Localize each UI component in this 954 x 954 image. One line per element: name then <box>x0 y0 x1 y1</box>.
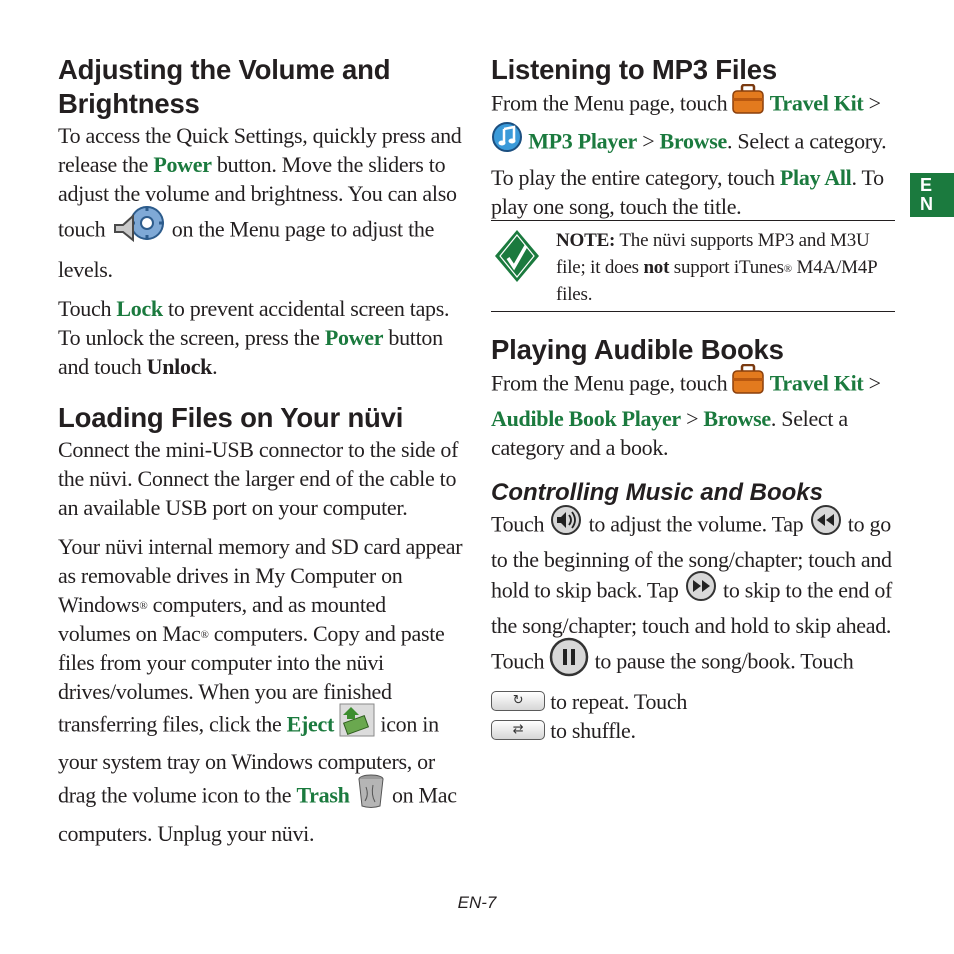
text: From the Menu page, touch <box>491 370 733 396</box>
controls-paragraph <box>491 508 897 745</box>
browse-term: Browse <box>703 406 771 431</box>
text: icon in your system tray on Windows computers, or drag the volume icon to the <box>58 711 439 808</box>
note-box <box>491 220 895 312</box>
connect-paragraph: Connect the mini-USB connector to the side of the nüvi. Connect the larger end of the cable to an available USB port on your computer. <box>58 437 459 520</box>
section-title-mp3: Listening to MP3 Files <box>491 54 777 85</box>
travel-kit-icon <box>732 84 764 121</box>
browse-term: Browse <box>659 128 727 154</box>
note-check-icon <box>494 229 540 288</box>
section-title-audible: Playing Audible Books <box>491 334 784 365</box>
lock-paragraph <box>58 294 463 381</box>
right-column <box>491 53 897 221</box>
registered-mark: ® <box>200 629 209 641</box>
power-term: Power <box>153 152 212 177</box>
text: From the Menu page, touch <box>491 90 733 116</box>
not-term: not <box>643 257 670 278</box>
text: > <box>637 128 660 154</box>
text: to go to the beginning of the song/chapter; touch and hold to skip back. Tap <box>491 511 892 603</box>
drives-paragraph <box>58 532 463 848</box>
text: > <box>863 90 881 116</box>
mp3-player-term: MP3 Player <box>528 128 637 154</box>
left-column <box>58 53 463 848</box>
text: Touch <box>58 296 117 321</box>
text: button. Move the sliders to adjust the volume and brightness. You can also touch <box>58 152 457 242</box>
language-tab <box>910 173 954 217</box>
tab-letter-n: N <box>920 194 933 214</box>
note-label: NOTE: <box>556 230 616 251</box>
text: on Mac computers. Unplug your nüvi. <box>58 782 457 846</box>
text: M4A/M4P files. <box>556 257 877 305</box>
text: to pause the song/book. Touch <box>589 648 854 674</box>
volume-button-icon <box>549 505 583 542</box>
text: To access the Quick Settings, quickly press and release the <box>58 123 462 177</box>
rewind-button-icon <box>809 505 843 542</box>
page-number: EN-7 <box>457 893 497 912</box>
mp3-paragraph <box>491 87 897 221</box>
text: > <box>863 370 881 396</box>
tab-letter-e: E <box>920 175 933 195</box>
text: to adjust the volume. Tap <box>583 511 809 537</box>
travel-kit-icon <box>732 364 764 401</box>
text: Your nüvi internal memory and SD card appear as removable drives in My Computer on Windows <box>58 534 463 617</box>
audible-paragraph <box>491 367 897 462</box>
note-text <box>556 227 891 308</box>
text: to repeat. Touch <box>545 689 688 714</box>
text: support iTunes <box>669 257 784 278</box>
right-column-lower <box>491 333 897 745</box>
volume-settings-icon <box>111 205 167 252</box>
text: > <box>680 406 704 431</box>
travel-kit-term: Travel Kit <box>769 90 864 116</box>
power-term: Power <box>324 325 384 350</box>
text: The nüvi supports MP3 and M3U file; it does <box>556 230 870 278</box>
repeat-button-icon: ↻ <box>491 691 545 711</box>
text: Touch <box>491 511 550 537</box>
text: to prevent accidental screen taps. To unlock the screen, press the <box>58 296 450 350</box>
travel-kit-term: Travel Kit <box>769 370 864 396</box>
unlock-term: Unlock <box>146 354 213 379</box>
play-all-term: Play All <box>779 165 852 190</box>
text: . Select a category and a book. <box>491 406 848 460</box>
fast-forward-button-icon <box>684 571 718 608</box>
trash-term: Trash <box>296 782 350 808</box>
text: computers, and as mounted volumes on Mac <box>58 592 386 646</box>
registered-mark: ® <box>783 263 792 275</box>
text: computers. Copy and paste files from your computer into the nüvi drives/volumes. When you are finished transferring files, click the <box>58 621 445 737</box>
audible-book-player-term: Audible Book Player <box>491 406 681 431</box>
eject-icon <box>339 703 375 744</box>
text: to skip to the end of the song/chapter; touch and hold to skip ahead. Touch <box>491 577 893 674</box>
title-line-2: Brightness <box>58 88 200 119</box>
section-title-volume-brightness <box>58 53 463 121</box>
text: . <box>212 354 218 379</box>
pause-button-icon <box>549 637 589 684</box>
registered-mark: ® <box>139 600 148 612</box>
shuffle-button-icon: ⇄ <box>491 720 545 740</box>
lock-term: Lock <box>116 296 163 321</box>
text: . To play one song, touch the title. <box>491 165 884 219</box>
eject-term: Eject <box>286 711 334 737</box>
title-line-1: Adjusting the Volume and <box>58 54 391 85</box>
text: to shuffle. <box>545 718 636 743</box>
section-title-loading-files: Loading Files on Your nüvi <box>58 402 404 433</box>
subsection-title-controlling: Controlling Music and Books <box>491 479 824 506</box>
volume-paragraph <box>58 121 463 284</box>
text: on the Menu page to adjust the levels. <box>58 216 435 282</box>
trash-icon <box>355 773 387 816</box>
text: button and touch <box>58 325 443 379</box>
text: . Select a category. To play the entire category, touch <box>491 128 887 190</box>
mp3-player-icon <box>491 121 523 160</box>
